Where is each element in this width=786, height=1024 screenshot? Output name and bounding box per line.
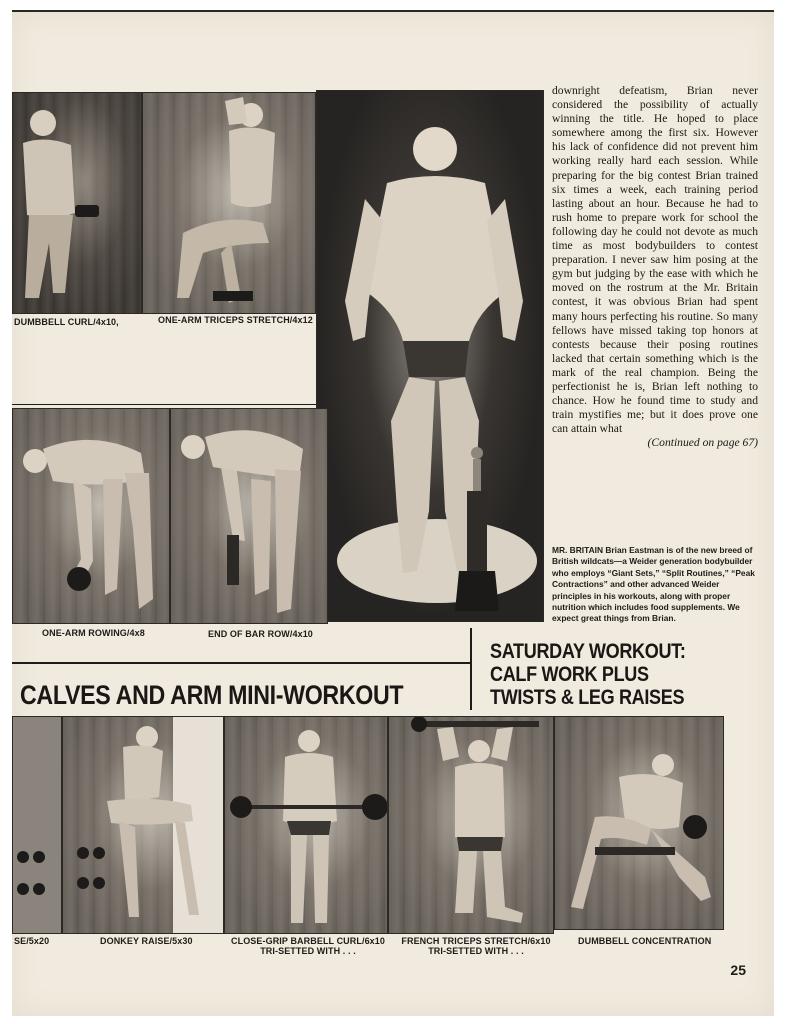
- caption-dumbbell-curl: DUMBBELL CURL/4x10,: [14, 317, 119, 327]
- caption-tri-setted-1: TRI-SETTED WITH . . .: [260, 946, 356, 956]
- caption-donkey-raise: DONKEY RAISE/5x30: [100, 936, 193, 946]
- caption-close-grip-curl-line-1: CLOSE-GRIP BARBELL CURL/6x10: [231, 936, 385, 946]
- bodybuilder-figure: [63, 717, 223, 933]
- article-body: [552, 84, 758, 450]
- photo-dumbbell-curl: [12, 92, 142, 314]
- saturday-workout-headline: [490, 640, 686, 709]
- saturday-headline-line-1: SATURDAY WORKOUT:: [490, 640, 686, 663]
- caption-french-triceps-line-1: FRENCH TRICEPS STRETCH/6x10: [401, 936, 551, 946]
- bodybuilder-figure: [171, 409, 327, 623]
- headline-rule: [12, 662, 470, 664]
- caption-one-arm-rowing: ONE-ARM ROWING/4x8: [42, 628, 145, 638]
- bodybuilder-figure: [555, 717, 723, 929]
- mini-workout-headline: CALVES AND ARM MINI-WORKOUT: [20, 680, 404, 710]
- caption-end-of-bar-row: END OF BAR ROW/4x10: [208, 629, 313, 639]
- caption-dumbbell-concentration: DUMBBELL CONCENTRATION: [578, 936, 712, 946]
- caption-se: SE/5x20: [14, 936, 50, 946]
- photo-dumbbell-concentration: [554, 716, 724, 930]
- photo-close-grip-curl: [224, 716, 388, 934]
- magazine-page: [12, 10, 774, 1016]
- bodybuilder-figure: [389, 717, 553, 933]
- caption-close-grip-curl: [226, 936, 390, 956]
- dumbbell-rack: [13, 717, 61, 933]
- photo-end-of-bar-row: [170, 408, 328, 624]
- saturday-headline-line-3: TWISTS & LEG RAISES: [490, 686, 685, 709]
- photo-french-triceps-stretch: [388, 716, 554, 934]
- photo-calf-raise-partial: [12, 716, 62, 934]
- caption-tri-setted-2: TRI-SETTED WITH . . .: [428, 946, 524, 956]
- saturday-headline-line-2: CALF WORK PLUS: [490, 663, 649, 686]
- photo-one-arm-rowing: [12, 408, 170, 624]
- page-number: 25: [730, 962, 746, 978]
- mr-britain-caption: MR. BRITAIN Brian Eastman is of the new breed of British wildcats—a Weider generation bodybuilder who employs “Giant Sets,” “Split Routines,” “Peak Contractions” and other advanced Weider principles in his workouts, along with proper nutrition which includes food supplements. We expect great things from Brian.: [552, 545, 755, 624]
- photo-mr-britain: [316, 90, 544, 622]
- bodybuilder-figure: [143, 93, 315, 313]
- article-body-text: downright defeatism, Brian never considered the possibility of actually winning the title. He hoped to place somewhere among the first six. However his lack of confidence did not prevent him working really hard each session. While preparing for the big contest Brian trained six times a week, each training period lasting about an hour. Because he had to rush home to prepare work for school the following day he could not devote as much time as most bodybuilders to contest preparation. I never saw him posing at the gym but judging by the ease with which he moved on the rostrum at the Mr. Britain contest, it was obvious Brian had spent many hours perfecting his routine. So many fellows have missed taking top honors at contests because their posing routines lacked that certain something which is the mark of the real champion. Being the perfectionist he is, Brian left nothing to chance. How he found time to study and train mystifies me; but it does prove one can attain what: [552, 84, 758, 436]
- bodybuilder-figure: [13, 409, 169, 623]
- caption-french-triceps: [396, 936, 556, 956]
- bodybuilder-figure: [317, 91, 543, 621]
- photo-donkey-raise: [62, 716, 224, 934]
- photo-one-arm-triceps-stretch: [142, 92, 316, 314]
- divider-line: [12, 404, 316, 405]
- continued-note: (Continued on page 67): [647, 436, 758, 450]
- caption-one-arm-triceps-stretch: ONE-ARM TRICEPS STRETCH/4x12: [158, 315, 313, 325]
- bodybuilder-figure: [225, 717, 387, 933]
- vertical-divider: [470, 628, 472, 710]
- bodybuilder-figure: [13, 93, 141, 313]
